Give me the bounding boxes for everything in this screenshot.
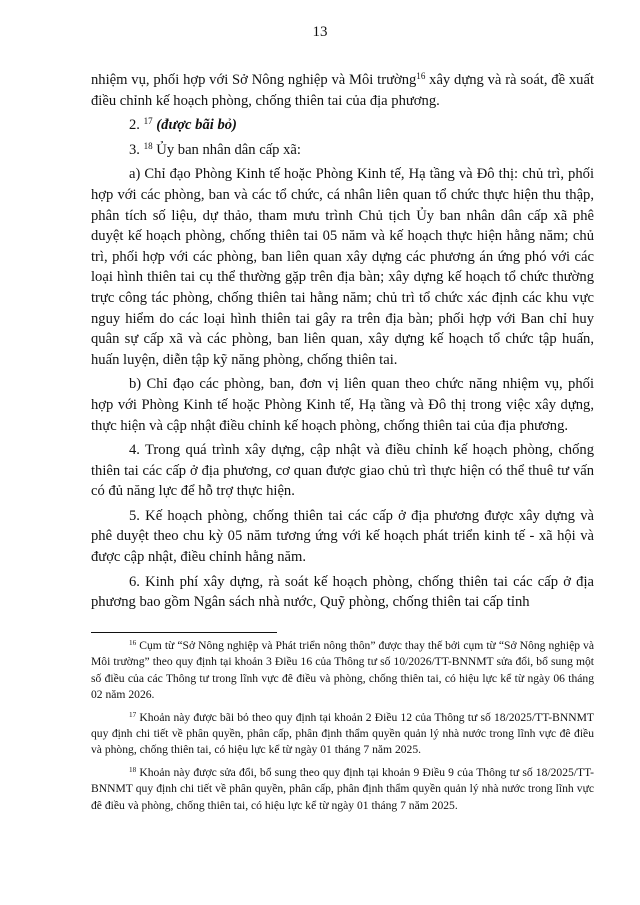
footnote (91, 638, 594, 704)
footnote-ref-16: 16 (416, 71, 426, 82)
body-text (91, 70, 594, 617)
footnote (91, 710, 594, 759)
clause-3 (91, 140, 594, 161)
clause-number: 2. (129, 117, 144, 134)
paragraph-text: nhiệm vụ, phối hợp với Sở Nông nghiệp và Môi trường (91, 72, 417, 88)
footnote-mark: 18 (129, 765, 137, 774)
footnote-ref-18: 18 (143, 140, 153, 151)
footnote-mark: 16 (129, 639, 137, 648)
clause-3b: b) Chỉ đạo các phòng, ban, đơn vị liên quan theo chức năng nhiệm vụ, phối hợp với Phòng Kinh tế hoặc Phòng Kinh tế, Hạ tầng và Đô thị trong việc xây dựng, thực hiện và cập nhật điều chỉnh kế hoạch phòng, chống thiên tai của địa phương. (91, 376, 594, 434)
footnote-mark: 17 (129, 710, 137, 719)
clause-4: 4. Trong quá trình xây dựng, cập nhật và điều chỉnh kế hoạch phòng, chống thiên tai các cấp ở địa phương, cơ quan được giao chủ trì thực hiện có thể thuê tư vấn có đủ năng lực để hỗ trợ thực hiện. (91, 442, 594, 500)
footnote-text: Khoản này được sửa đổi, bổ sung theo quy định tại khoản 9 Điều 9 của Thông tư số 18/2025/TT-BNNMT quy định chi tiết về phân quyền, phân cấp, phân định thẩm quyền quản lý nhà nước trong lĩnh vực đê điều và phòng, chống thiên tai, có hiệu lực kể từ ngày 01 tháng 7 năm 2025. (91, 765, 594, 812)
repealed-note: (được bãi bỏ) (152, 117, 237, 134)
footnote-separator (91, 632, 277, 633)
clause-3a: a) Chỉ đạo Phòng Kinh tế hoặc Phòng Kinh tế, Hạ tầng và Đô thị: chủ trì, phối hợp với các phòng, ban và các tổ chức, cá nhân liên quan tổ chức thực hiện thu thập, phân tích số liệu, dự thảo, tham mưu trình Chủ tịch Ủy ban nhân dân cấp xã phê duyệt kế hoạch phòng, chống thiên tai 05 năm và kế hoạch thực hiện hằng năm; chủ trì, phối hợp với các phòng, ban liên quan xây dựng các phương án ứng phó với các loại hình thiên tai cụ thể thường gặp trên địa bàn; xây dựng kế hoạch tổ chức thường trực công tác phòng, chống thiên tai hằng năm; chủ trì tổ chức xác định các khu vực nguy hiểm do các loại hình thiên tai gây ra trên địa bàn; phối hợp với Ban chỉ huy quân sự cấp xã và các phòng, ban liên quan, xây dựng kế hoạch tổ chức tập huấn, huấn luyện, diễn tập kỹ năng phòng, chống thiên tai. (91, 166, 594, 368)
footnote-ref-17: 17 (143, 116, 153, 127)
clause-6: 6. Kinh phí xây dựng, rà soát kế hoạch phòng, chống thiên tai các cấp ở địa phương bao gồm Ngân sách nhà nước, Quỹ phòng, chống thiên tai cấp tỉnh (91, 573, 594, 611)
clause-5: 5. Kế hoạch phòng, chống thiên tai các cấp ở địa phương được xây dựng và phê duyệt theo chu kỳ 05 năm tương ứng với kế hoạch phát triển kinh tế - xã hội và được cập nhật, điều chỉnh hằng năm. (91, 507, 594, 566)
footnote-text: Cụm từ “Sở Nông nghiệp và Phát triển nông thôn” được thay thế bởi cụm từ “Sở Nông nghiệp và Môi trường” theo quy định tại khoản 3 Điều 16 của Thông tư số 10/2026/TT-BNNMT sửa đổi, bổ sung một số điều của các Thông tư trong lĩnh vực đê điều và phòng, chống thiên tai, có hiệu lực kể từ ngày 06 tháng 02 năm 2026. (91, 639, 594, 702)
page-number: 13 (312, 24, 328, 40)
footnote (91, 765, 594, 814)
clause-number: 3. (129, 141, 144, 158)
footnote-text: Khoản này được bãi bỏ theo quy định tại khoản 2 Điều 12 của Thông tư số 18/2025/TT-BNNMT quy định chi tiết về phân quyền, phân cấp, phân định thẩm quyền quản lý nhà nước trong lĩnh vực đê điều và phòng, chống thiên tai, có hiệu lực kể từ ngày 01 tháng 7 năm 2025. (91, 710, 594, 757)
paragraph-continuation (91, 70, 594, 111)
footnotes (91, 638, 594, 820)
paragraph-text: xây dựng và rà soát, đề xuất điều chỉnh kế hoạch phòng, chống thiên tai của địa phương. (91, 72, 594, 109)
clause-2 (91, 115, 594, 136)
clause-text: Ủy ban nhân dân cấp xã: (152, 141, 301, 158)
